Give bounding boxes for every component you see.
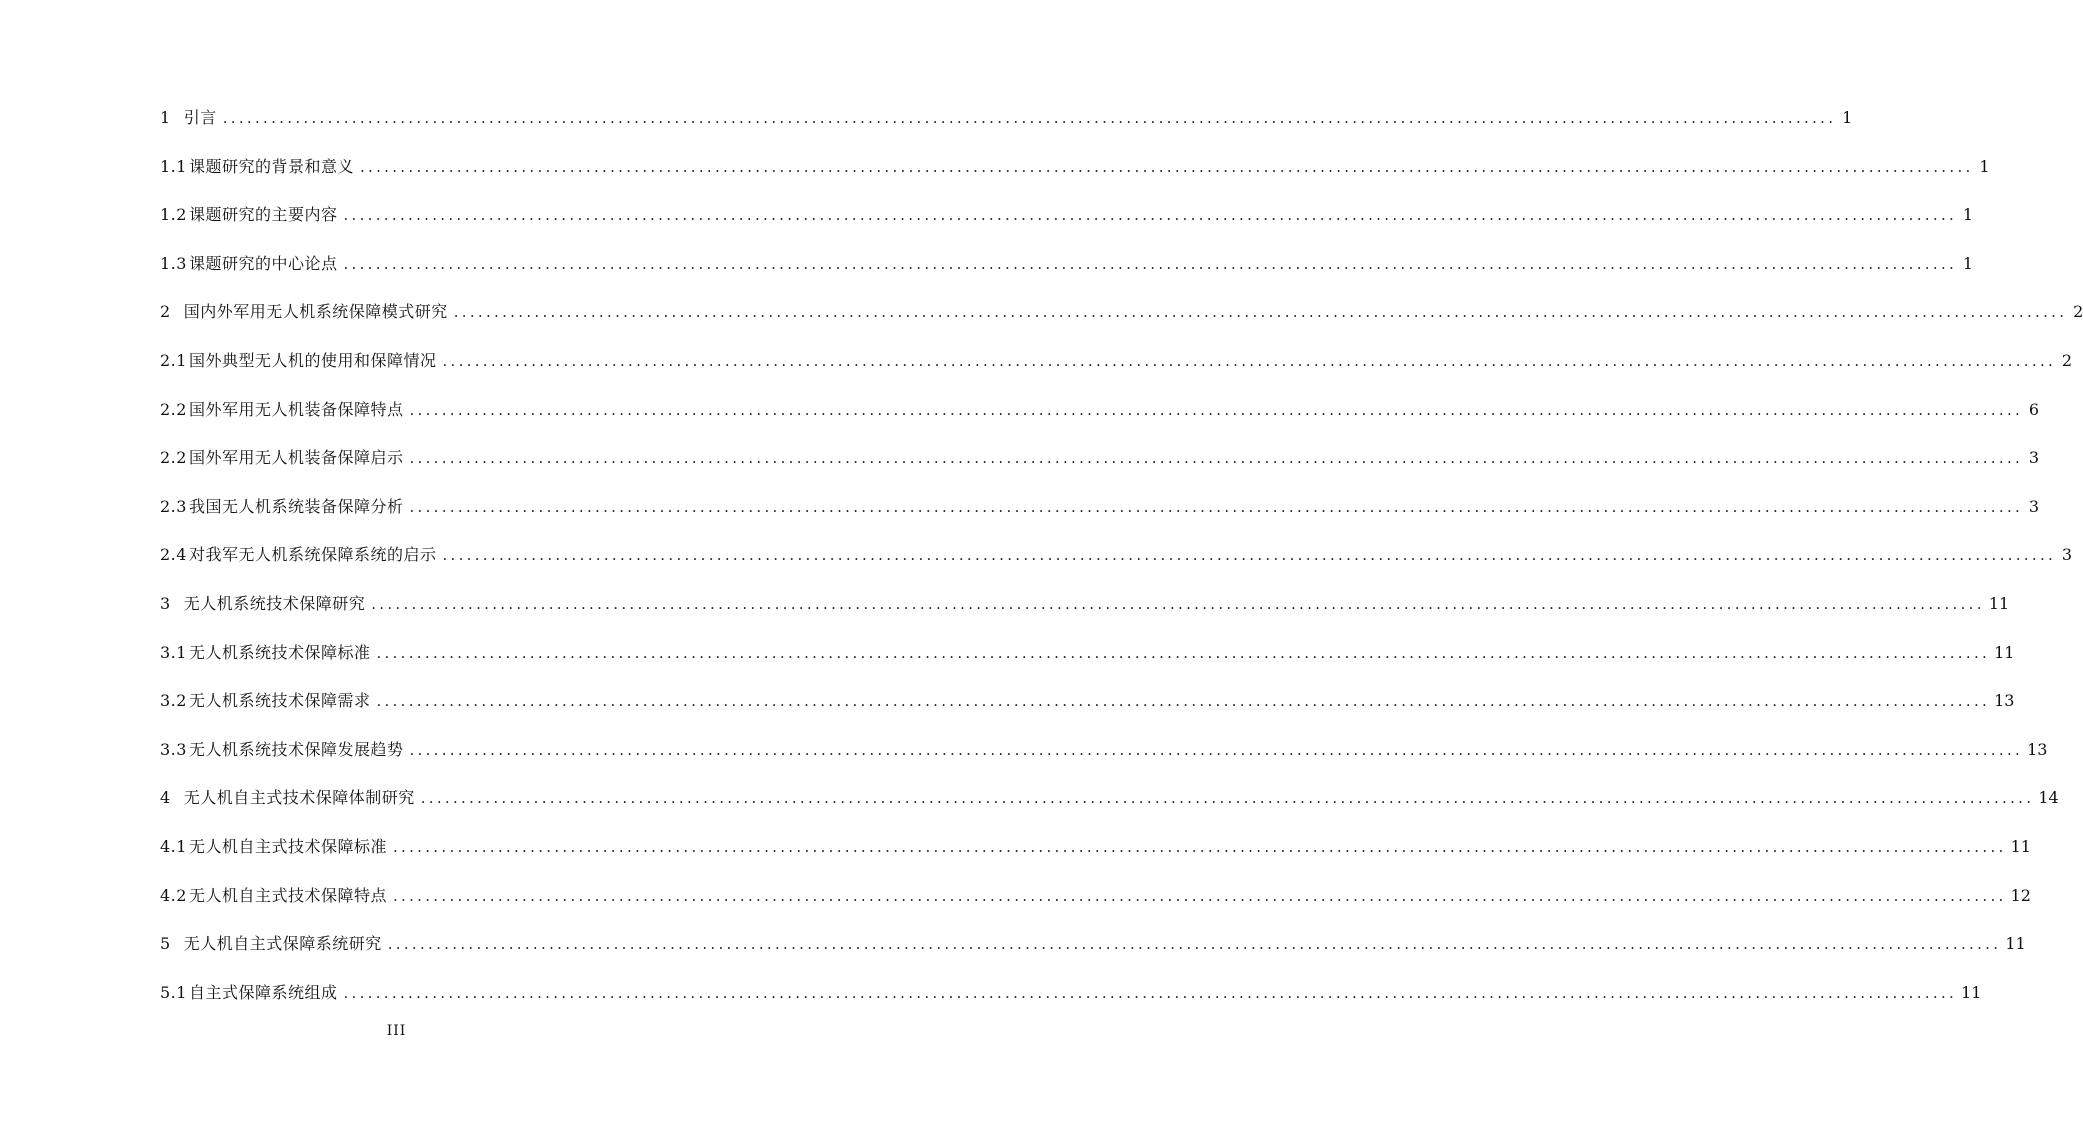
toc-entry-page: 3 (2061, 545, 2073, 565)
toc-entry-page: 13 (2027, 739, 2048, 759)
toc-entry-page: 3 (2028, 448, 2040, 468)
toc-entry-number: 5.1 (160, 982, 187, 1002)
toc-entry-title: 国外典型无人机的使用和保障情况 (188, 350, 437, 370)
toc-dot-leader: ........................................................................................................................................................................................................ (409, 740, 2024, 759)
toc-entry-title: 国外军用无人机装备保障启示 (188, 448, 404, 468)
toc-entry-title: 无人机自主式保障系统研究 (183, 934, 382, 954)
toc-entry-number: 1.2 (160, 205, 187, 225)
toc-entry[interactable] (160, 199, 1974, 248)
toc-entry-page: 1 (1842, 108, 1853, 127)
page-number-footer: III (386, 1023, 407, 1039)
toc-entry-page: 12 (2010, 885, 2031, 905)
toc-entry-page: 2 (2061, 350, 2073, 370)
toc-dot-leader: ........................................................................................................................................................................................................ (222, 109, 1837, 127)
toc-entry-title: 无人机系统技术保障需求 (188, 691, 371, 711)
toc-entry[interactable] (160, 831, 2031, 880)
toc-dot-leader: ........................................................................................................................................................................................................ (343, 254, 1958, 273)
toc-entry[interactable] (160, 345, 2073, 394)
toc-entry-title: 课题研究的中心论点 (188, 253, 338, 273)
toc-entry[interactable] (160, 782, 2059, 831)
toc-entry-title: 国内外军用无人机系统保障模式研究 (183, 302, 448, 322)
toc-entry-title: 自主式保障系统组成 (188, 982, 338, 1002)
toc-dot-leader: ........................................................................................................................................................................................................ (359, 157, 1974, 176)
toc-entry-number: 3.2 (160, 691, 187, 711)
toc-dot-leader: ........................................................................................................................................................................................................ (376, 643, 1991, 662)
toc-dot-leader: ........................................................................................................................................................................................................ (442, 351, 2057, 370)
toc-entry[interactable] (160, 977, 1982, 1026)
toc-dot-leader: ........................................................................................................................................................................................................ (442, 546, 2057, 565)
toc-entry[interactable] (160, 734, 2048, 783)
toc-entry[interactable] (160, 491, 2040, 540)
toc-entry-number: 1 (160, 108, 171, 127)
toc-entry-title: 课题研究的背景和意义 (188, 156, 354, 176)
toc-entry[interactable] (160, 296, 2083, 345)
toc-dot-leader: ........................................................................................................................................................................................................ (392, 837, 2007, 856)
toc-dot-leader: ........................................................................................................................................................................................................ (409, 497, 2024, 516)
toc-entry-title: 国外军用无人机装备保障特点 (188, 399, 404, 419)
toc-entry-number: 1.1 (160, 156, 187, 176)
toc-dot-leader: ........................................................................................................................................................................................................ (343, 206, 1958, 225)
toc-entry-page: 14 (2038, 788, 2059, 808)
toc-entry-title: 我国无人机系统装备保障分析 (188, 496, 404, 516)
toc-entry-page: 11 (1961, 982, 1982, 1002)
toc-dot-leader: ........................................................................................................................................................................................................ (387, 935, 2002, 954)
toc-entry[interactable] (160, 880, 2031, 929)
toc-entry[interactable] (160, 588, 2010, 637)
toc-entry-title: 无人机系统技术保障研究 (183, 593, 366, 613)
toc-entry-title: 无人机系统技术保障发展趋势 (188, 739, 404, 759)
toc-entry-number: 2.2 (160, 448, 187, 468)
toc-entry[interactable] (160, 685, 2015, 734)
toc-entry-page: 2 (2073, 302, 2083, 322)
toc-entry-number: 2.3 (160, 496, 187, 516)
toc-entry-number: 4 (160, 788, 171, 808)
toc-entry-number: 2.2 (160, 399, 187, 419)
toc-entry-number: 3 (160, 593, 171, 613)
toc-entry-number: 5 (160, 934, 171, 954)
toc-dot-leader: ........................................................................................................................................................................................................ (343, 983, 1958, 1002)
toc-entry[interactable] (160, 151, 1990, 200)
toc-entry[interactable] (160, 102, 1853, 151)
toc-entry-number: 1.3 (160, 253, 187, 273)
toc-entry-title: 无人机自主式技术保障体制研究 (183, 788, 415, 808)
toc-entry-page: 1 (1962, 205, 1974, 225)
toc-entry-page: 1 (1979, 156, 1990, 176)
toc-entry-page: 6 (2028, 399, 2040, 419)
toc-dot-leader: ........................................................................................................................................................................................................ (420, 789, 2035, 808)
toc-entry-page: 11 (2010, 836, 2031, 856)
toc-entry-title: 引言 (183, 108, 217, 127)
toc-entry-number: 4.2 (160, 885, 187, 905)
toc-entry[interactable] (160, 539, 2073, 588)
toc-entry-title: 无人机自主式技术保障标准 (188, 836, 387, 856)
toc-dot-leader: ........................................................................................................................................................................................................ (371, 594, 1985, 613)
toc-entry-page: 11 (1988, 593, 2010, 613)
toc-entry[interactable] (160, 394, 2040, 443)
toc-entry-number: 4.1 (160, 836, 187, 856)
toc-entry-page: 11 (1994, 642, 2015, 662)
toc-entry-page: 13 (1994, 691, 2015, 711)
toc-entry[interactable] (160, 928, 2026, 977)
toc-dot-leader: ........................................................................................................................................................................................................ (453, 303, 2068, 322)
toc-entry[interactable] (160, 637, 2015, 686)
toc-entry-number: 2.4 (160, 545, 187, 565)
toc-entry-title: 对我军无人机系统保障系统的启示 (188, 545, 437, 565)
table-of-contents (160, 102, 2083, 1025)
toc-entry-page: 1 (1962, 253, 1974, 273)
toc-dot-leader: ........................................................................................................................................................................................................ (376, 692, 1991, 711)
toc-entry[interactable] (160, 442, 2040, 491)
toc-entry[interactable] (160, 248, 1974, 297)
toc-dot-leader: ........................................................................................................................................................................................................ (409, 400, 2024, 419)
toc-entry-number: 2.1 (160, 350, 187, 370)
toc-entry-page: 11 (2005, 934, 2026, 954)
toc-entry-title: 课题研究的主要内容 (188, 205, 338, 225)
toc-dot-leader: ........................................................................................................................................................................................................ (392, 886, 2007, 905)
toc-dot-leader: ........................................................................................................................................................................................................ (409, 449, 2024, 468)
toc-entry-title: 无人机自主式技术保障特点 (188, 885, 387, 905)
toc-entry-number: 3.3 (160, 739, 187, 759)
toc-entry-page: 3 (2028, 496, 2040, 516)
toc-entry-number: 2 (160, 302, 171, 322)
toc-entry-title: 无人机系统技术保障标准 (188, 642, 371, 662)
toc-entry-number: 3.1 (160, 642, 187, 662)
